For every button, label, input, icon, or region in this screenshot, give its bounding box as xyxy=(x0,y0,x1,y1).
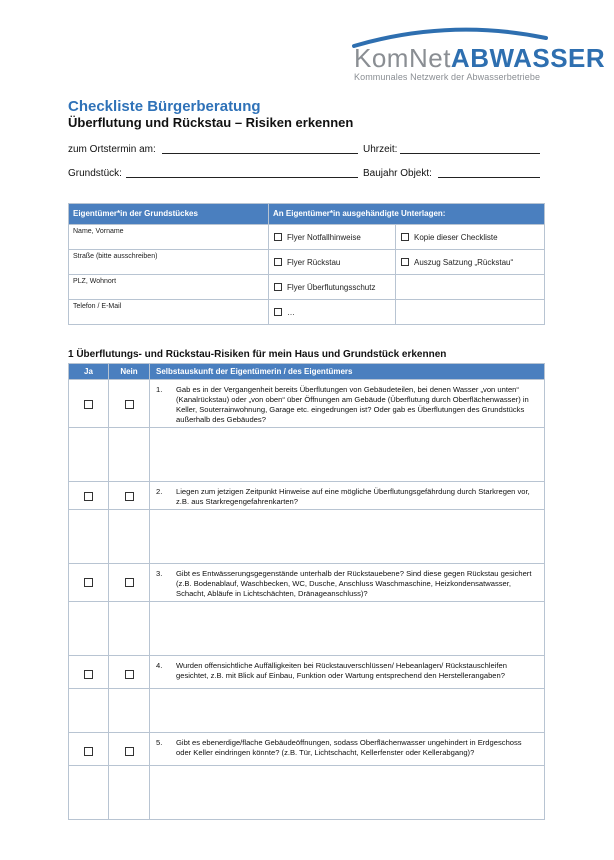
grundstueck-label: Grundstück: xyxy=(68,168,122,179)
questions-table-header xyxy=(69,364,545,380)
owner-plz-field[interactable] xyxy=(69,275,269,300)
q1-answer-spacer xyxy=(69,428,109,482)
q4-number: 4. xyxy=(156,661,163,670)
q3-ja-cell xyxy=(69,564,109,602)
table-row xyxy=(69,564,545,602)
q2-ja-checkbox[interactable] xyxy=(84,492,93,501)
checkbox-icon[interactable] xyxy=(401,258,409,266)
q2-answer-area[interactable] xyxy=(150,510,545,564)
checkbox-icon[interactable] xyxy=(274,258,282,266)
option-label: Kopie dieser Checkliste xyxy=(414,232,498,242)
option-label: Flyer Rückstau xyxy=(287,257,341,267)
col-ja-header: Ja xyxy=(69,364,109,380)
q1-nein-checkbox[interactable] xyxy=(125,400,134,409)
owner-street-label: Straße (bitte ausschreiben) xyxy=(73,253,158,260)
q1-number: 1. xyxy=(156,385,163,394)
owner-contact-field[interactable] xyxy=(69,300,269,325)
q2-text xyxy=(150,482,545,510)
table-row xyxy=(69,225,545,250)
ortstermin-input-line[interactable] xyxy=(162,153,358,154)
q1-ja-cell xyxy=(69,380,109,428)
logo xyxy=(352,24,606,84)
checkbox-icon[interactable] xyxy=(274,283,282,291)
table-row xyxy=(69,766,545,820)
option-flyer-notfall[interactable] xyxy=(269,225,396,250)
q3-text xyxy=(150,564,545,602)
q5-ja-checkbox[interactable] xyxy=(84,747,93,756)
owner-table-header xyxy=(69,204,545,225)
owner-name-label: Name, Vorname xyxy=(73,228,124,235)
uhrzeit-label: Uhrzeit: xyxy=(363,144,398,155)
empty-cell xyxy=(396,300,545,325)
q4-body: Wurden offensichtliche Auffälligkeiten bei Rückstauverschlüssen/ Hebeanlagen/ Rückstauschleifen gesichtet, z.B. mit Blick auf Einbau, Funktion oder Wartung entsprechend den Herstellerangaben? xyxy=(176,661,507,680)
q3-ja-checkbox[interactable] xyxy=(84,578,93,587)
table-row xyxy=(69,482,545,510)
q4-nein-cell xyxy=(109,656,150,689)
q4-answer-spacer xyxy=(109,689,150,733)
table-row xyxy=(69,428,545,482)
q5-nein-cell xyxy=(109,733,150,766)
owner-header-left: Eigentümer*in der Grundstückes xyxy=(69,204,269,225)
q5-answer-spacer xyxy=(109,766,150,820)
q4-answer-area[interactable] xyxy=(150,689,545,733)
q3-nein-cell xyxy=(109,564,150,602)
q2-nein-cell xyxy=(109,482,150,510)
q4-answer-spacer xyxy=(69,689,109,733)
ortstermin-label: zum Ortstermin am: xyxy=(68,144,156,155)
option-label: Flyer Überflutungsschutz xyxy=(287,282,376,292)
baujahr-input-line[interactable] xyxy=(438,177,540,178)
table-row xyxy=(69,733,545,766)
q1-ja-checkbox[interactable] xyxy=(84,400,93,409)
q2-answer-spacer xyxy=(109,510,150,564)
page-subtitle: Überflutung und Rückstau – Risiken erkennen xyxy=(68,115,354,130)
option-label: Auszug Satzung „Rückstau“ xyxy=(414,257,514,267)
table-row xyxy=(69,689,545,733)
q1-text xyxy=(150,380,545,428)
checkbox-icon[interactable] xyxy=(401,233,409,241)
q5-nein-checkbox[interactable] xyxy=(125,747,134,756)
table-row xyxy=(69,250,545,275)
q3-answer-area[interactable] xyxy=(150,602,545,656)
owner-plz-label: PLZ, Wohnort xyxy=(73,278,117,285)
q4-text xyxy=(150,656,545,689)
q3-nein-checkbox[interactable] xyxy=(125,578,134,587)
empty-cell xyxy=(396,275,545,300)
q3-number: 3. xyxy=(156,569,163,578)
q2-answer-spacer xyxy=(69,510,109,564)
q1-answer-spacer xyxy=(109,428,150,482)
owner-name-field[interactable] xyxy=(69,225,269,250)
q5-number: 5. xyxy=(156,738,163,747)
option-flyer-ueberflutungsschutz[interactable] xyxy=(269,275,396,300)
table-row xyxy=(69,275,545,300)
page-title: Checkliste Bürgerberatung xyxy=(68,98,261,115)
q5-answer-spacer xyxy=(69,766,109,820)
option-label: … xyxy=(287,307,295,317)
questions-table xyxy=(68,363,545,820)
q2-number: 2. xyxy=(156,487,163,496)
q3-answer-spacer xyxy=(109,602,150,656)
q1-body: Gab es in der Vergangenheit bereits Überflutungen von Gebäudeteilen, bei denen Wasser „von unten“ (Kanalrückstau) oder „von oben“ über Öffnungen am Gebäude (Überflutung durch Oberflächenwasser) in Keller, Souterrainwohnung, Garage etc. eingedrungen ist? Oder gab es Überflutungen des Grundstücks außerhalb des Gebäudes? xyxy=(176,385,529,424)
q4-nein-checkbox[interactable] xyxy=(125,670,134,679)
q1-answer-area[interactable] xyxy=(150,428,545,482)
q2-ja-cell xyxy=(69,482,109,510)
col-text-header: Selbstauskunft der Eigentümerin / des Eigentümers xyxy=(150,364,545,380)
logo-tagline: Kommunales Netzwerk der Abwasserbetriebe xyxy=(354,72,541,82)
owner-table xyxy=(68,203,545,325)
q3-answer-spacer xyxy=(69,602,109,656)
q2-body: Liegen zum jetzigen Zeitpunkt Hinweise auf eine mögliche Überflutungsgefährdung durch Starkregen vor, z.B. aus Starkregengefahrenkarten? xyxy=(176,487,530,506)
option-label: Flyer Notfallhinweise xyxy=(287,232,361,242)
owner-contact-label: Telefon / E-Mail xyxy=(73,303,122,310)
owner-street-field[interactable] xyxy=(69,250,269,275)
option-kopie-checkliste[interactable] xyxy=(396,225,545,250)
baujahr-label: Baujahr Objekt: xyxy=(363,168,432,179)
owner-header-right: An Eigentümer*in ausgehändigte Unterlagen: xyxy=(269,204,545,225)
logo-part-abwasser: ABWASSER xyxy=(450,43,606,73)
q5-text xyxy=(150,733,545,766)
checkbox-icon[interactable] xyxy=(274,233,282,241)
table-row xyxy=(69,656,545,689)
option-other[interactable] xyxy=(269,300,396,325)
q5-body: Gibt es ebenerdige/flache Gebäudeöffnungen, sodass Oberflächenwasser ungehindert in Erdgeschoss oder Keller eindringen könnte? (z.B. Tür, Lichtschacht, Kellerfenster oder Kellerabgang)? xyxy=(176,738,522,757)
logo-part-komnet: KomNet xyxy=(354,43,451,73)
option-auszug-satzung[interactable] xyxy=(396,250,545,275)
grundstueck-input-line[interactable] xyxy=(126,177,358,178)
uhrzeit-input-line[interactable] xyxy=(400,153,540,154)
table-row xyxy=(69,300,545,325)
table-row xyxy=(69,602,545,656)
section-title: 1 Überflutungs- und Rückstau-Risiken für mein Haus und Grundstück erkennen xyxy=(68,349,447,360)
col-nein-header: Nein xyxy=(109,364,150,380)
checkbox-icon[interactable] xyxy=(274,308,282,316)
option-flyer-rueckstau[interactable] xyxy=(269,250,396,275)
q2-nein-checkbox[interactable] xyxy=(125,492,134,501)
q4-ja-cell xyxy=(69,656,109,689)
q4-ja-checkbox[interactable] xyxy=(84,670,93,679)
q3-body: Gibt es Entwässerungsgegenstände unterhalb der Rückstauebene? Sind diese gegen Rückstau gesichert (z.B. Bodenablauf, Waschbecken, WC, Dusche, Anschluss Waschmaschine, Heizkondensatwasser, Schacht, Abläufe in Lichtschächten, Dränageanschluss)? xyxy=(176,569,532,598)
table-row xyxy=(69,380,545,428)
q1-nein-cell xyxy=(109,380,150,428)
logo-wordmark xyxy=(354,43,605,74)
table-row xyxy=(69,510,545,564)
q5-ja-cell xyxy=(69,733,109,766)
q5-answer-area[interactable] xyxy=(150,766,545,820)
